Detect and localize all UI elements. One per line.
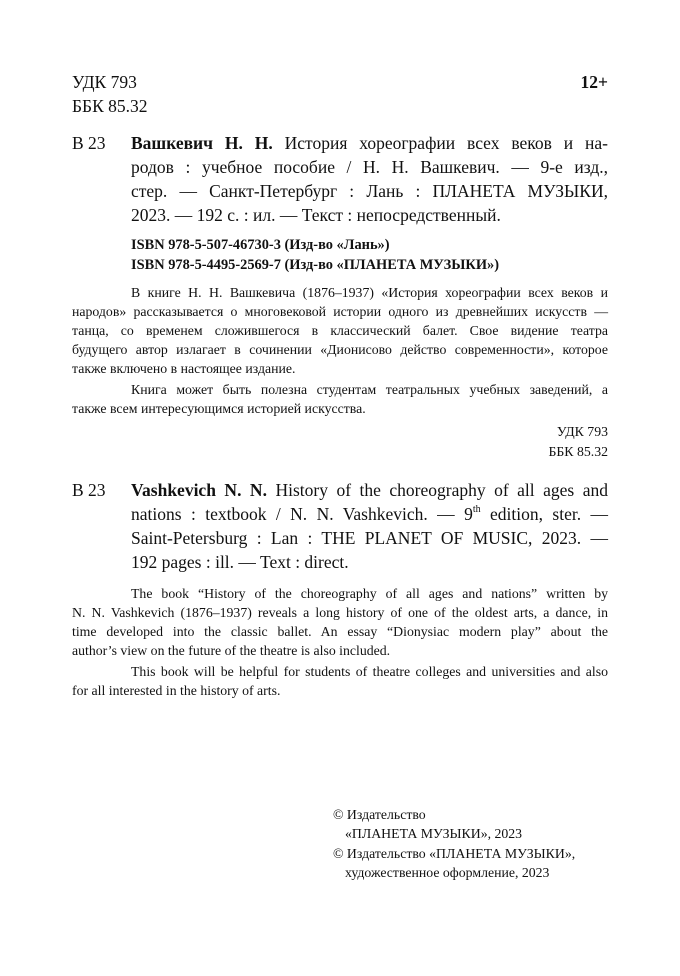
ru-entry-line-2: родов : учебное пособие / Н. Н. Вашкевич. — 9-е изд., [131, 157, 608, 177]
annotation-udk: УДК 793 [556, 424, 608, 439]
en-annotation-line: time developed into the classic ballet. An essay “Dionysiac modern play” about the [72, 624, 608, 639]
ru-entry-line-4: 2023. — 192 с. : ил. — Текст : непосредственный. [131, 205, 501, 225]
ru-entry-code: В 23 [72, 133, 106, 153]
isbn-lan: ISBN 978-5-507-46730-3 (Изд-во «Лань») [131, 237, 390, 253]
en-annotation-line: The book “History of the choreography of all ages and nations” written by [131, 586, 608, 601]
copyright-line-3: © Издательство «ПЛАНЕТА МУЗЫКИ», [333, 846, 576, 861]
ru-entry-line-1-text: История хореографии всех веков и на- [284, 133, 608, 153]
ru-annotation-line: танца, со временем сложившегося в классический балет. Свое видение театра [72, 323, 608, 338]
en-entry-line-4: 192 pages : ill. — Text : direct. [131, 552, 349, 572]
ru-entry-line-3: стер. — Санкт-Петербург : Лань : ПЛАНЕТА МУЗЫКИ, [131, 181, 608, 201]
ru-annotation-line: В книге Н. Н. Вашкевича (1876–1937) «История хореографии всех веков и [131, 285, 608, 300]
ru-annotation-line: Книга может быть полезна студентам театральных учебных заведений, а [131, 382, 608, 397]
ru-annotation-line: будущего автор излагает в сочинении «Дионисово действо современности», которое [72, 342, 608, 357]
en-annotation-line: for all interested in the history of arts. [72, 683, 281, 698]
en-annotation-line: author’s view on the future of the theatre is also included. [72, 643, 391, 658]
copyright-line-1: © Издательство [333, 807, 426, 822]
ru-annotation-line: также всем интересующимся историей искусства. [72, 401, 366, 416]
ru-annotation-line: также включено в настоящее издание. [72, 361, 296, 376]
en-entry-line-1-text: History of the choreography of all ages and [275, 480, 608, 500]
edition-superscript: th [472, 504, 481, 516]
en-entry-author: Vashkevich N. N. [131, 480, 267, 500]
isbn-planeta: ISBN 978-5-4495-2569-7 (Изд-во «ПЛАНЕТА МУЗЫКИ») [131, 257, 500, 273]
en-annotation-line: N. N. Vashkevich (1876–1937) reveals a long history of one of the oldest arts, a dance, in [72, 605, 608, 620]
en-entry-line-2: nations : textbook / N. N. Vashkevich. — 9th edition, ster. — [131, 504, 609, 524]
copyright-line-4: художественное оформление, 2023 [345, 865, 550, 880]
age-rating: 12+ [580, 72, 608, 92]
en-annotation-line: This book will be helpful for students of theatre colleges and universities and also [131, 664, 608, 679]
header-bbk: ББК 85.32 [72, 96, 148, 116]
ru-entry-line-1 [131, 133, 608, 154]
ru-annotation-line: народов» рассказывается о многовековой истории одного из древнейших искусств — [72, 304, 608, 319]
copyright-line-2: «ПЛАНЕТА МУЗЫКИ», 2023 [345, 826, 523, 841]
ru-entry-author: Вашкевич Н. Н. [131, 133, 273, 153]
header-udk: УДК 793 [72, 72, 137, 92]
en-entry-line-1 [131, 480, 608, 501]
annotation-bbk: ББК 85.32 [548, 444, 608, 459]
en-entry-code: В 23 [72, 480, 106, 500]
en-entry-line-3: Saint-Petersburg : Lan : THE PLANET OF MUSIC, 2023. — [131, 528, 608, 548]
